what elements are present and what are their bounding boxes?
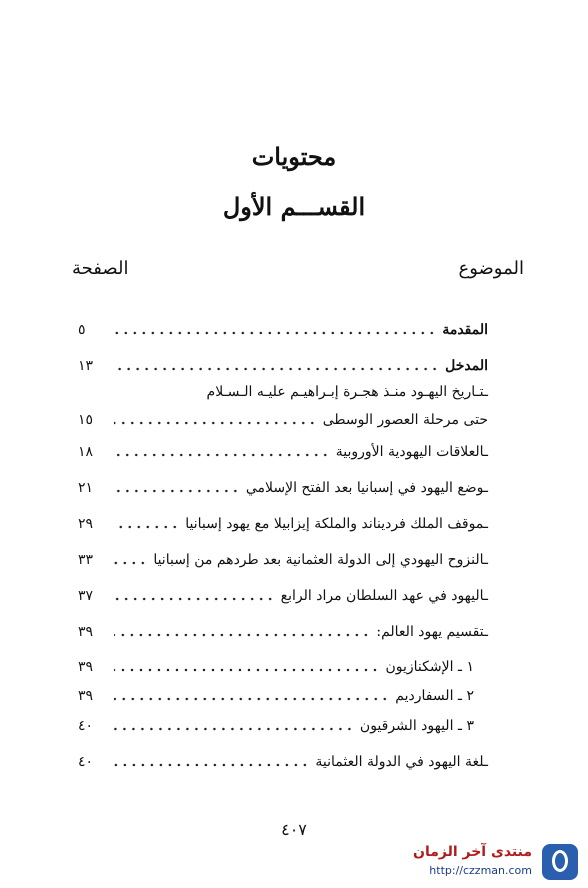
toc-entry bbox=[78, 438, 488, 466]
toc-entry-label: المقدمة bbox=[442, 322, 488, 338]
toc-entry-page: ٣٩ bbox=[78, 688, 94, 704]
topic-column-header: الموضوع bbox=[458, 258, 524, 279]
toc-entry-page: ٣٣ bbox=[78, 552, 94, 568]
page-column-header: الصفحة bbox=[72, 258, 129, 279]
dot-leader bbox=[114, 448, 330, 462]
toc-entry bbox=[78, 582, 488, 610]
dot-leader bbox=[114, 484, 240, 498]
toc-entry-page: ٤٠ bbox=[78, 754, 94, 770]
toc-entry-page: ٣٩ bbox=[78, 624, 94, 640]
toc-entry-page: ١٨ bbox=[78, 444, 94, 460]
dot-leader bbox=[114, 520, 179, 534]
toc-entry-page: ١٣ bbox=[78, 358, 94, 374]
toc-entry-label: ـموقف الملك فرديناند والملكة إيزابيلا مع يهود إسبانيا bbox=[185, 516, 488, 532]
dot-leader bbox=[114, 362, 439, 376]
toc-entry bbox=[78, 682, 488, 710]
toc-entry bbox=[78, 474, 488, 502]
dot-leader bbox=[114, 692, 389, 706]
toc-entry-label: ٣ ـ اليهود الشرقيون bbox=[359, 718, 474, 734]
toc-entry-label: ـالنزوح اليهودي إلى الدولة العثمانية بعد طردهم من إسبانيا bbox=[153, 552, 488, 568]
toc-entry-page: ٤٠ bbox=[78, 718, 94, 734]
toc-entry bbox=[78, 653, 488, 681]
toc-entry-label: ـوضع اليهود في إسبانيا بعد الفتح الإسلامي bbox=[245, 480, 488, 496]
toc-entry-first-line: ـتـاريخ اليهـود منـذ هجـرة إبـراهيـم عليـه الـسـلام bbox=[206, 384, 488, 400]
watermark-name: منتدى آخر الزمان bbox=[413, 844, 532, 860]
toc-entry bbox=[78, 748, 488, 776]
toc-entry-page: ٣٩ bbox=[78, 659, 94, 675]
toc-entry-label: ـالعلاقات اليهودية الأوروبية bbox=[335, 444, 488, 460]
toc-entry bbox=[78, 316, 488, 344]
toc-entry bbox=[78, 618, 488, 646]
page-title: محتويات bbox=[251, 142, 337, 171]
toc-entry bbox=[78, 406, 488, 434]
toc-entry bbox=[78, 510, 488, 538]
dot-leader bbox=[114, 663, 379, 677]
toc-entry-page: ٣٧ bbox=[78, 588, 94, 604]
dot-leader bbox=[114, 592, 275, 606]
toc-entry bbox=[78, 712, 488, 740]
forum-watermark bbox=[398, 842, 578, 884]
toc-entry-label: ـاليهود في عهد السلطان مراد الرابع bbox=[280, 588, 488, 604]
dot-leader bbox=[114, 326, 436, 340]
toc-entry-label: ١ ـ الإشكنازيون bbox=[385, 659, 474, 675]
section-title: القســـم الأول bbox=[222, 192, 366, 221]
toc-entry-page: ١٥ bbox=[78, 412, 94, 428]
forum-logo-icon bbox=[542, 844, 578, 880]
toc-entry bbox=[78, 546, 488, 574]
dot-leader bbox=[114, 722, 354, 736]
toc-entry-label: ـلغة اليهود في الدولة العثمانية bbox=[315, 754, 488, 770]
dot-leader bbox=[114, 758, 309, 772]
toc-entry-page: ٢٩ bbox=[78, 516, 94, 532]
dot-leader bbox=[114, 628, 370, 642]
toc-entry-label: ـتقسيم يهود العالم: bbox=[376, 624, 488, 640]
dot-leader bbox=[114, 556, 147, 570]
toc-entry-page: ٢١ bbox=[78, 480, 94, 496]
toc-entry bbox=[78, 352, 488, 380]
toc-entry-page: ٥ bbox=[78, 322, 86, 338]
watermark-url: http://czzman.com bbox=[429, 864, 532, 877]
toc-entry-label: حتى مرحلة العصور الوسطى bbox=[322, 412, 488, 428]
dot-leader bbox=[114, 416, 317, 430]
page-number: ٤٠٧ bbox=[281, 820, 307, 839]
toc-entry-label: ٢ ـ السفارديم bbox=[395, 688, 474, 704]
toc-entry-label: المدخل bbox=[445, 358, 488, 374]
